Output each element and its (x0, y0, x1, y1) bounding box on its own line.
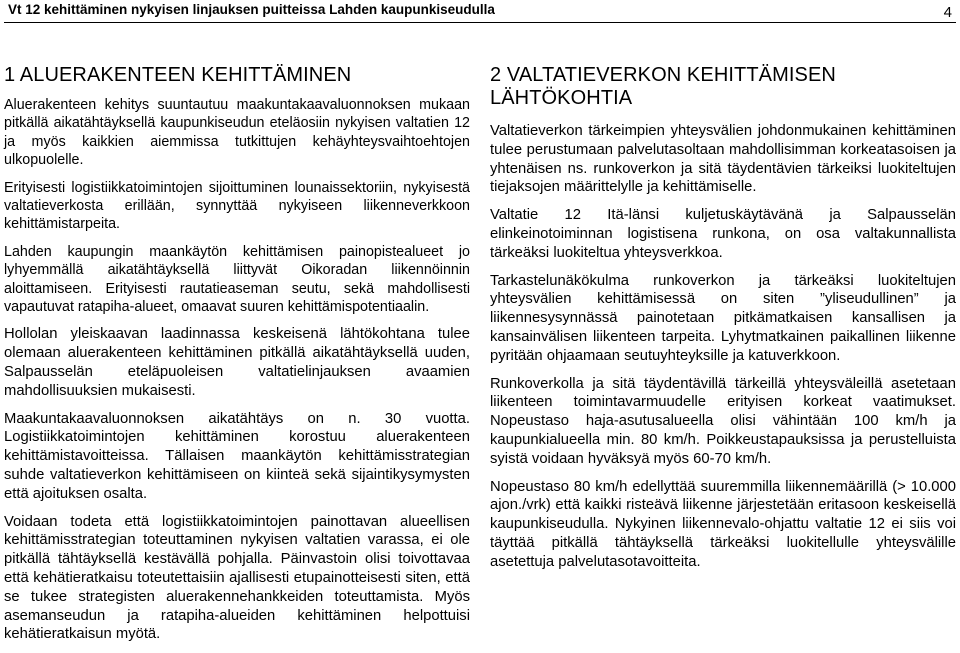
section-heading-2: 2 VALTATIEVERKON KEHITTÄMISEN LÄHTÖKOHTIA (490, 64, 836, 109)
left-paragraph-2: Erityisesti logistiikkatoimintojen sijoittuminen lounaissektoriin, nykyisestä valtatieverkosta erillään, synnyttää nykyiseen liikenneverkkoon kehittämistarpeita. (4, 179, 470, 233)
left-column (4, 64, 470, 653)
left-paragraph-3: Lahden kaupungin maankäytön kehittämisen painopistealueet jo lyhyemmällä aikatähtäyksellä liittyvät Oikoradan liikennöinnin aloittamiseen. Erityisesti rautatieaseman seutu, sekä mahdollisesti vapautuvat ratapiha-alueet, omaavat suuren kehittämispotentiaalin. (4, 243, 470, 316)
right-paragraph-2: Valtatie 12 Itä-länsi kuljetuskäytävänä ja Salpausselän elinkeinotoiminnan logistisena runkona, on osa valtakunnallista tärkeäksi luokiteltua yhteysverkkoa. (490, 207, 956, 261)
left-paragraph-4: Hollolan yleiskaavan laadinnassa keskeisenä lähtökohtana tulee olemaan aluerakenteen kehittäminen pitkällä aikatähtäyksellä uuden, Salpausselän eteläpuoleisen valtatielinjauksen avaamien mahdollisuuksien mukaisesti. (4, 326, 470, 399)
section-heading-1: 1 ALUERAKENTEEN KEHITTÄMINEN (4, 64, 352, 86)
left-paragraph-5: Maakuntakaavaluonnoksen aikatähtäys on n. 30 vuotta. Logistiikkatoimintojen kehittäminen korostuu aluerakenteen kehittämistavoitteissa. Tällaisen maankäytön kehittämisstrategian suhde valtatieverkon kehittämiseen on kiinteä sekä sijaintikysymysten että ajoituksen osalta. (4, 410, 470, 502)
right-paragraph-5: Nopeustaso 80 km/h edellyttää suuremmilla liikennemäärillä (> 10.000 ajon./vrk) että kaikki risteävä liikenne järjestetään eritasoon keskeisellä kaupunkiseudulla. Nykyinen liikennevalo-ohjattu valtatie 12 ei siis voi täyttää pitkällä tähtäyksellä tärkeäksi luokitellulle yhteysvälille asetettuja palvelutasotavoitteita. (490, 478, 956, 570)
page-header (4, 0, 956, 23)
left-paragraph-6: Voidaan todeta että logistiikkatoimintojen painottavan alueellisen kehittämisstrategian toteuttaminen nykyisen valtatien varassa, ei ole pitkällä tähtäyksellä kestävällä pohjalla. Päinvastoin olisi toivottavaa että kehätieratkaisu toteutettaisiin ajallisesti etupainotteisesti siten, että se tukee strategisten aluerakennehankkeiden toteuttamista. Myös asemanseudun ja ratapiha-alueiden kehittäminen helpottuisi kehätieratkaisun myötä. (4, 513, 470, 643)
right-column (490, 64, 956, 581)
right-paragraph-4: Runkoverkolla ja sitä täydentävillä tärkeillä yhteysväleillä asetetaan liikenteen toimintavarmuudelle erityisen korkeat vaatimukset. Nopeustaso haja-asutusalueella olisi vähintään 100 km/h ja kaupunkialueella min. 80 km/h. Poikkeustapauksissa ja perustelluista syistä voidaan hyväksyä myös 60-70 km/h. (490, 375, 956, 467)
page-number: 4 (943, 4, 952, 21)
right-paragraph-3: Tarkastelunäkökulma runkoverkon ja tärkeäksi luokiteltujen yhteysvälien kehittämisessä on siten ”yliseudullinen” ja liikennesysynnässä painotetaan pitkämatkaisen kansallisen ja kansainvälisen liikenteen tarpeita. Lyhytmatkainen paikallinen liikenne pyritään ohjaamaan seutuyhteyksille ja katuverkkoon. (490, 272, 956, 364)
running-header-title: Vt 12 kehittäminen nykyisen linjauksen puitteissa Lahden kaupunkiseudulla (8, 2, 495, 17)
right-paragraph-1: Valtatieverkon tärkeimpien yhteysvälien johdonmukainen kehittäminen tulee perustumaan palvelutasoltaan mahdollisimman korkeatasoisen ja yhtenäisen ns. runkoverkon ja sitä täydentävien tärkeiksi luokiteltujen tiejaksojen määrittelylle ja kehittämiselle. (490, 123, 956, 196)
left-paragraph-1: Aluerakenteen kehitys suuntautuu maakuntakaavaluonnoksen mukaan pitkällä aikatähtäyksellä kaupunkiseudun eteläosiin nykyisen valtatien 12 ja myös kaikkien aiemmissa tutkittujen kehäyhteysvaihtoehtojen ulkopuolelle. (4, 97, 470, 169)
